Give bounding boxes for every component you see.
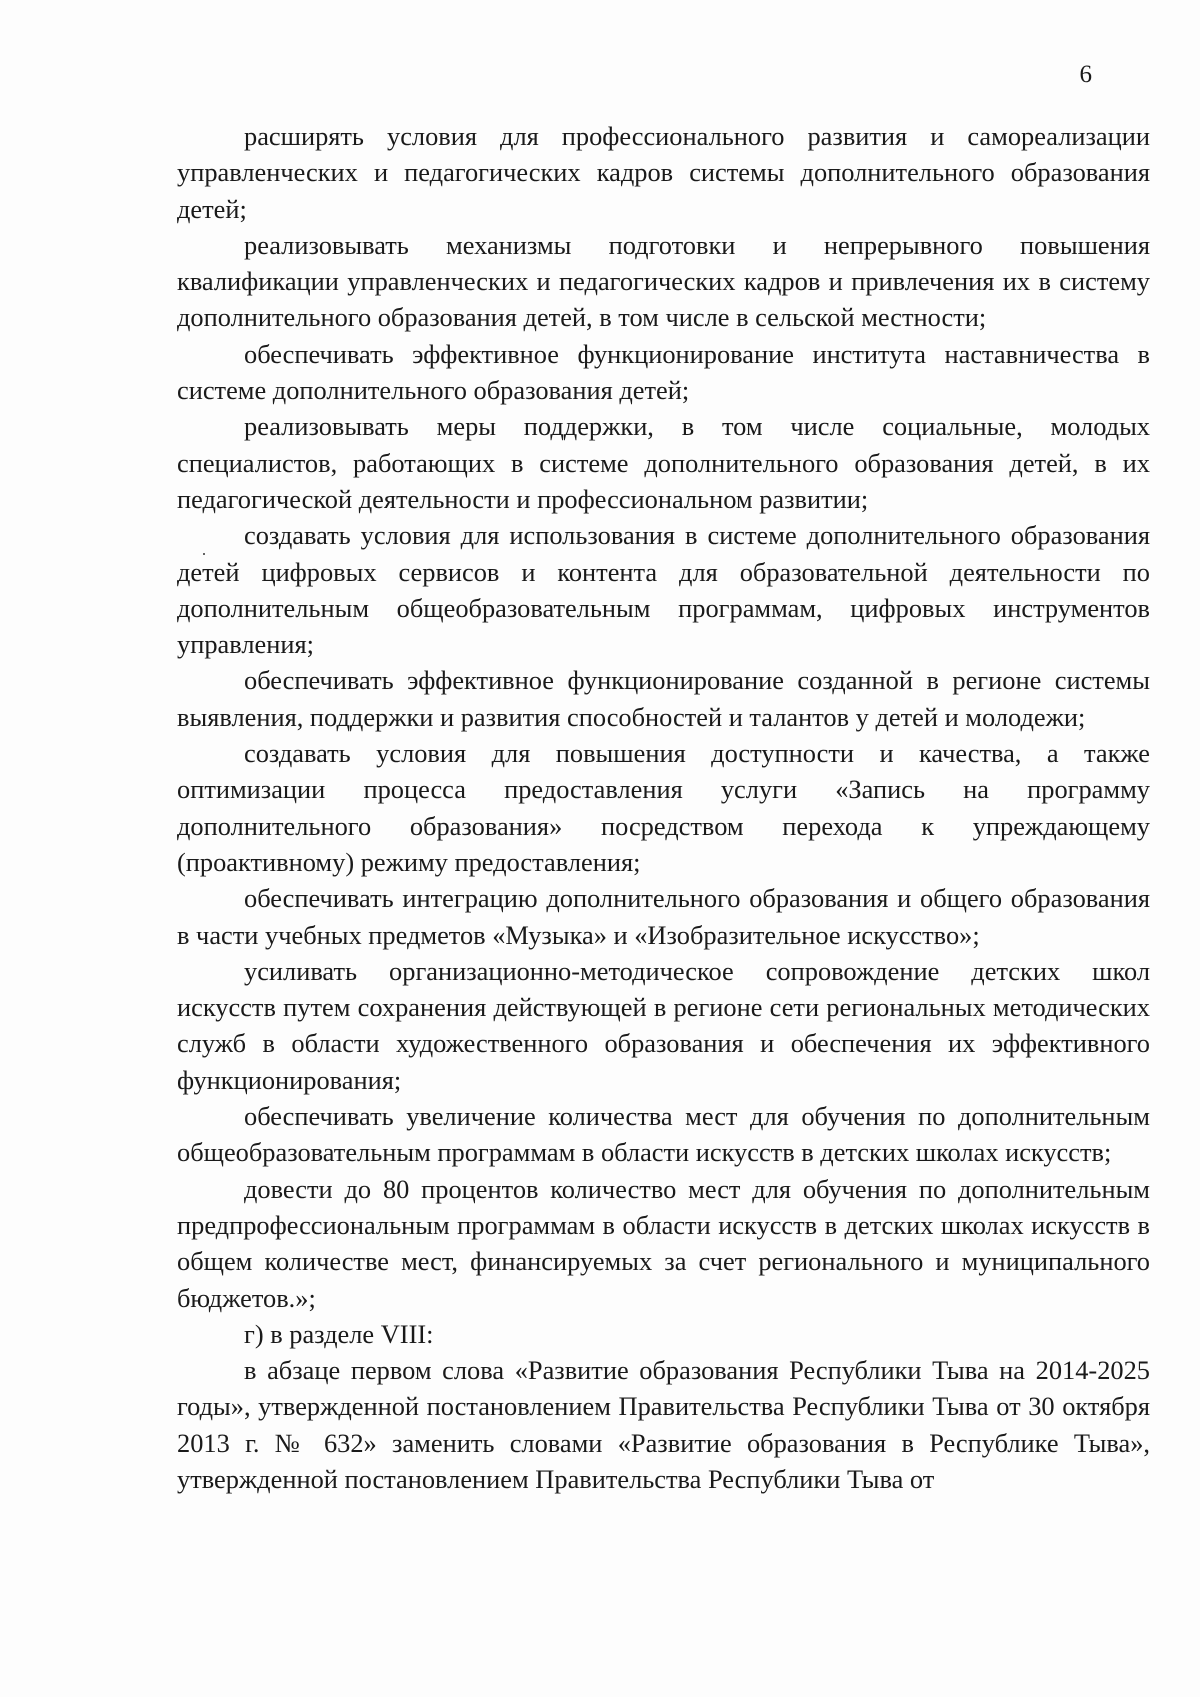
section-heading-item: г) в разделе VIII:: [244, 1318, 434, 1349]
paragraph: обеспечивать интеграцию дополнительного образования и общего образования в части учебных предметов «Музыка» и «Изобразительное искусство»;: [177, 883, 1150, 950]
paragraph: в абзаце первом слова «Развитие образования Республики Тыва на 2014-2025 годы», утвержденной постановлением Правительства Республики Тыва от 30 октября 2013 г. № 632» заменить словами «Развитие образования в Республике Тыва», утвержденной постановлением Правительства Республики Тыва от: [177, 1355, 1150, 1494]
page-number: 6: [1079, 61, 1092, 88]
paragraph: обеспечивать эффективное функционирование института наставничества в системе дополнительного образования детей;: [177, 338, 1150, 406]
paragraph: довести до 80 процентов количество мест для обучения по дополнительным предпрофессиональным программам в области искусств в детских школах искусств в общем количестве мест, финансируемых за счет регионального и муниципального бюджетов.»;: [177, 1173, 1150, 1313]
paragraph: создавать условия для использования в системе дополнительного образования детей цифровых сервисов и контента для образовательной деятельности по дополнительным общеобразовательным программам, цифровых инструментов управления;: [177, 520, 1150, 660]
paragraph: реализовывать меры поддержки, в том числе социальные, молодых специалистов, работающих в системе дополнительного образования детей, в их педагогической деятельности и профессиональном развитии;: [177, 411, 1150, 514]
paragraph: создавать условия для повышения доступности и качества, а также оптимизации процесса предоставления услуги «Запись на программу дополнительного образования» посредством перехода к упреждающему (проактивному) режиму предоставления;: [177, 738, 1150, 877]
document-body: [177, 118, 1150, 1497]
paragraph: реализовывать механизмы подготовки и непрерывного повышения квалификации управленческих и педагогических кадров и привлечения их в систему дополнительного образования детей, в том числе в сельской местности;: [177, 229, 1150, 333]
paragraph: усиливать организационно-методическое сопровождение детских школ искусств путем сохранения действующей в регионе сети региональных методических служб в области художественного образования и обеспечения их эффективного функционирования;: [177, 955, 1150, 1095]
paragraph: обеспечивать эффективное функционирование созданной в регионе системы выявления, поддержки и развития способностей и талантов у детей и молодежи;: [177, 665, 1150, 732]
paragraph: обеспечивать увеличение количества мест для обучения по дополнительным общеобразовательным программам в области искусств в детских школах искусств;: [177, 1101, 1150, 1168]
paragraph: расширять условия для профессионального развития и самореализации управленческих и педагогических кадров системы дополнительного образования детей;: [177, 121, 1150, 224]
